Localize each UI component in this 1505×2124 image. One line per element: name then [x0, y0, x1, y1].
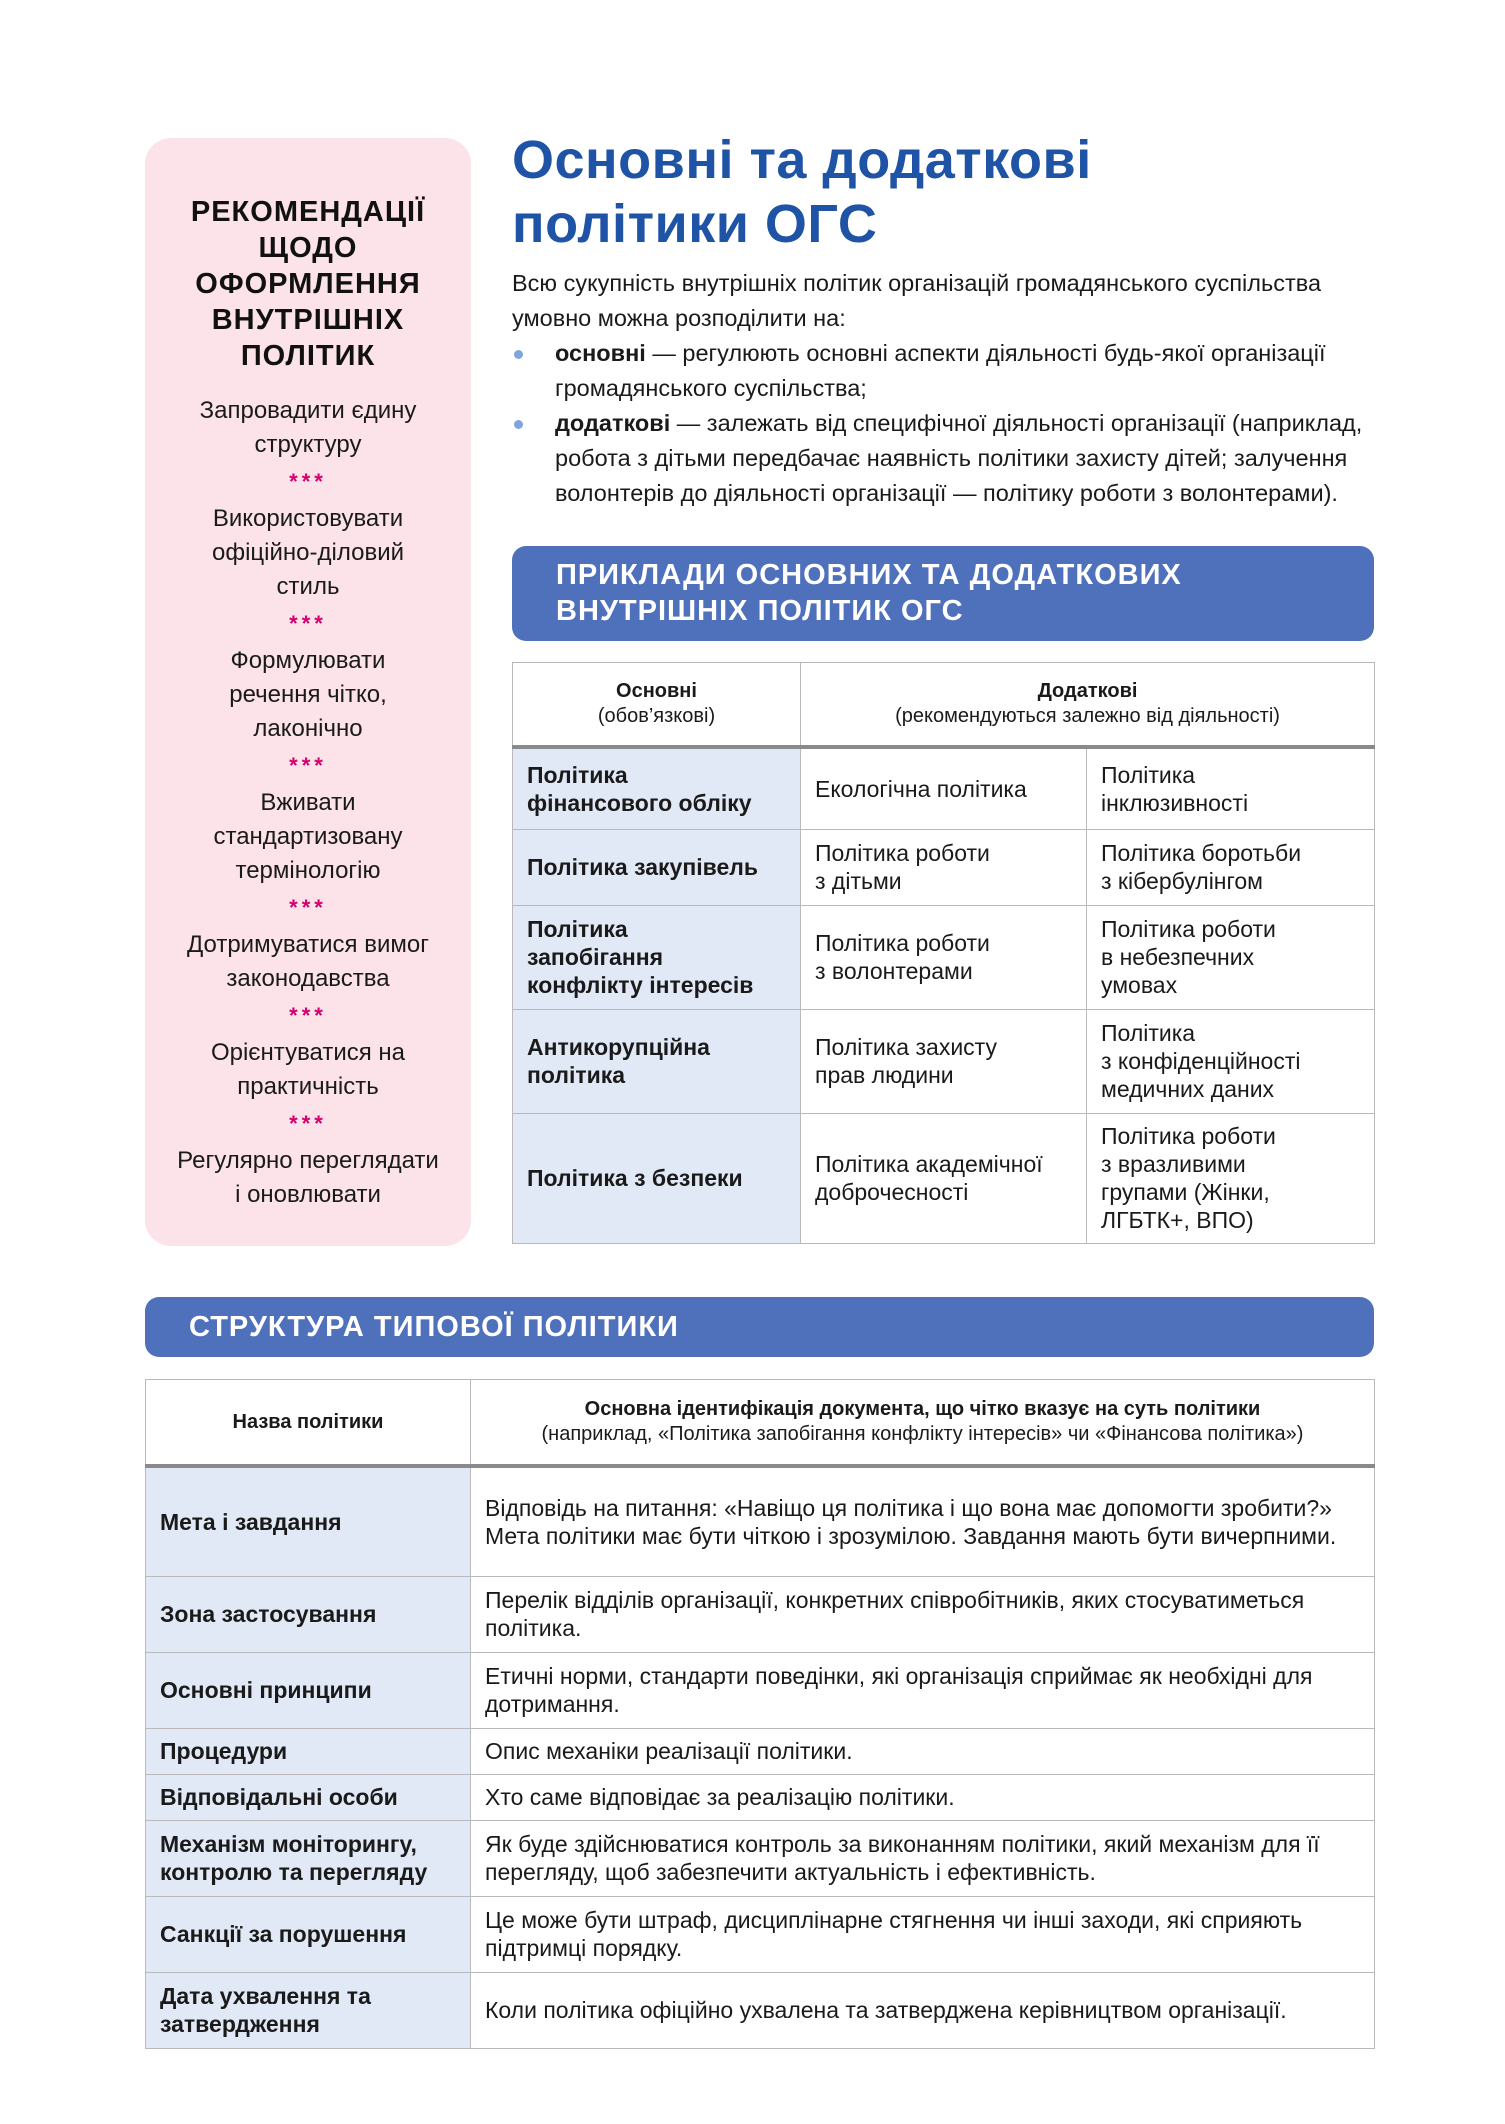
term-extra-desc: — залежать від специфічної діяльності організації (наприклад, робота з дітьми передбачає наявність політики захисту дітей; залучення волонтерів до діяльності організації — політику роботи з волонтерами). [555, 410, 1363, 506]
recommendation-item: Формулювати речення чітко, лаконічно [229, 647, 387, 742]
recommendation-item: Запровадити єдину структуру [199, 397, 417, 458]
header-extra-sub: (рекомендуються залежно від діяльності) [895, 705, 1280, 727]
separator-stars: *** [289, 1003, 327, 1028]
table-row [146, 1728, 1375, 1774]
extra-policy-cell: Політика боротьби з кібербулінгом [1087, 829, 1375, 905]
section-description-cell: Коли політика офіційно ухвалена та затверджена керівництвом організації. [471, 1972, 1375, 2048]
recommendation-item: Використовувати офіційно-діловий стиль [211, 505, 405, 600]
extra-policy-cell: Політика роботи з волонтерами [801, 905, 1087, 1009]
header-extra-title: Додаткові [1037, 680, 1138, 702]
section-name-cell: Зона застосування [146, 1576, 471, 1652]
section-name-cell: Механізм моніторингу, контролю та перегляду [146, 1820, 471, 1896]
section-name-cell: Відповідальні особи [146, 1774, 471, 1820]
page-title: Основні та додаткові політики ОГС [512, 130, 1092, 254]
separator-stars: *** [289, 753, 327, 778]
section-description-cell: Перелік відділів організації, конкретних співробітників, яких стосуватиметься політика. [471, 1576, 1375, 1652]
bullet-icon [514, 350, 523, 359]
examples-banner: ПРИКЛАДИ ОСНОВНИХ ТА ДОДАТКОВИХ ВНУТРІШНІХ ПОЛІТИК ОГС [512, 546, 1374, 641]
section-description-cell: Хто саме відповідає за реалізацію політики. [471, 1774, 1375, 1820]
section-name-cell: Санкції за порушення [146, 1896, 471, 1972]
list-item [512, 336, 1382, 406]
list-item [512, 406, 1382, 511]
extra-policy-cell: Політика з конфіденційності медичних даних [1087, 1009, 1375, 1113]
main-policy-cell: Антикорупційна політика [513, 1009, 801, 1113]
term-extra: додаткові [555, 410, 671, 436]
extra-policy-cell: Політика роботи з дітьми [801, 829, 1087, 905]
table-row [146, 1820, 1375, 1896]
section-name-cell: Основні принципи [146, 1652, 471, 1728]
header-identification-sub: (наприклад, «Політика запобігання конфлікту інтересів» чи «Фінансова політика») [541, 1423, 1304, 1445]
table-row [146, 1896, 1375, 1972]
table-row [146, 1652, 1375, 1728]
table-row [513, 747, 1375, 829]
separator-stars: *** [289, 611, 327, 636]
section-name-cell: Мета і завдання [146, 1466, 471, 1576]
bullet-icon [514, 420, 523, 429]
sidebar-title: РЕКОМЕНДАЦІЇ ЩОДО ОФОРМЛЕННЯ ВНУТРІШНІХ ПОЛІТИК [190, 196, 426, 372]
separator-stars: *** [289, 895, 327, 920]
table-row [513, 1009, 1375, 1113]
separator-stars: *** [289, 1111, 327, 1136]
header-extra [801, 663, 1375, 748]
intro-section [512, 266, 1382, 511]
main-policy-cell: Політика фінансового обліку [513, 747, 801, 829]
term-main-desc: — регулюють основні аспекти діяльності будь-якої організації громадянського суспільства; [555, 340, 1326, 401]
extra-policy-cell: Політика інклюзивності [1087, 747, 1375, 829]
header-main-title: Основні [616, 680, 697, 702]
section-name-cell: Процедури [146, 1728, 471, 1774]
term-main: основні [555, 340, 646, 366]
recommendation-item: Дотримуватися вимог законодавства [187, 931, 429, 992]
extra-policy-cell: Політика захисту прав людини [801, 1009, 1087, 1113]
extra-policy-cell: Політика роботи з вразливими групами (Жінки, ЛГБТК+, ВПО) [1087, 1113, 1375, 1243]
recommendation-item: Орієнтуватися на практичність [210, 1039, 406, 1100]
table-row [513, 1113, 1375, 1243]
table-row [513, 829, 1375, 905]
main-policy-cell: Політика закупівель [513, 829, 801, 905]
main-policy-cell: Політика запобігання конфлікту інтересів [513, 905, 801, 1009]
section-description-cell: Відповідь на питання: «Навіщо ця політика і що вона має допомогти зробити?» Мета політики має бути чіткою і зрозумілою. Завдання мають бути вичерпними. [471, 1466, 1375, 1576]
recommendations-sidebar [145, 138, 471, 1246]
examples-table [512, 662, 1375, 1244]
section-description-cell: Як буде здійснюватися контроль за виконанням політики, який механізм для її перегляду, щоб забезпечити актуальність і ефективність. [471, 1820, 1375, 1896]
structure-table [145, 1379, 1375, 2049]
table-row [146, 1576, 1375, 1652]
extra-policy-cell: Екологічна політика [801, 747, 1087, 829]
section-description-cell: Опис механіки реалізації політики. [471, 1728, 1375, 1774]
header-identification-title: Основна ідентифікація документа, що чітко вказує на суть політики [584, 1398, 1261, 1420]
section-description-cell: Це може бути штраф, дисциплінарне стягнення чи інші заходи, які сприяють підтримці порядку. [471, 1896, 1375, 1972]
section-name-cell: Дата ухвалення та затвердження [146, 1972, 471, 2048]
table-row [146, 1466, 1375, 1576]
table-header-row [513, 663, 1375, 748]
intro-text: Всю сукупність внутрішніх політик організацій громадянського суспільства умовно можна розподілити на: [512, 270, 1322, 331]
main-policy-cell: Політика з безпеки [513, 1113, 801, 1243]
extra-policy-cell: Політика роботи в небезпечних умовах [1087, 905, 1375, 1009]
structure-banner: СТРУКТУРА ТИПОВОЇ ПОЛІТИКИ [145, 1297, 1374, 1357]
table-header-row [146, 1380, 1375, 1467]
table-row [146, 1774, 1375, 1820]
header-identification [471, 1380, 1375, 1467]
extra-policy-cell: Політика академічної доброчесності [801, 1113, 1087, 1243]
header-policy-name: Назва політики [146, 1380, 471, 1467]
separator-stars: *** [289, 469, 327, 494]
policy-type-list [512, 336, 1382, 511]
recommendation-item: Вживати стандартизовану термінологію [213, 789, 403, 884]
recommendation-item: Регулярно переглядати і оновлювати [177, 1147, 439, 1208]
table-row [146, 1972, 1375, 2048]
section-description-cell: Етичні норми, стандарти поведінки, які організація сприймає як необхідні для дотримання. [471, 1652, 1375, 1728]
header-main-sub: (обов’язкові) [597, 705, 716, 727]
table-row [513, 905, 1375, 1009]
header-main [513, 663, 801, 748]
